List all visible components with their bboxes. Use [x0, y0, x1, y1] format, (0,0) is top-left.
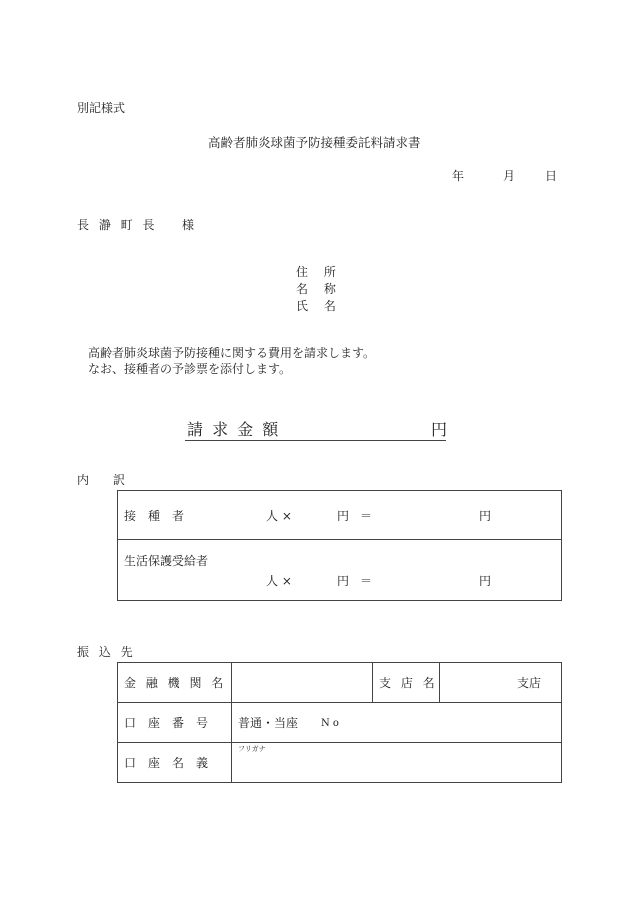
unit-price-field[interactable]: 円 [337, 574, 350, 588]
body-line-1: 高齢者肺炎球菌予防接種に関する費用を請求します。 [88, 346, 376, 360]
date-month: 月 [503, 169, 516, 183]
company-label: 名 称 [296, 282, 342, 296]
equals-sign: ＝ [360, 509, 373, 523]
persons-field[interactable]: 人 × [266, 509, 292, 523]
account-number-label: 口 座 番 号 [124, 716, 209, 730]
divider [231, 662, 232, 783]
divider [117, 742, 562, 743]
person-label: 氏 名 [296, 299, 342, 313]
row-label: 生活保護受給者 [124, 554, 209, 568]
total-field[interactable]: 円 [479, 574, 492, 588]
persons-field[interactable]: 人 × [266, 574, 292, 588]
body-line-2: なお、接種者の予診票を添付します。 [88, 362, 292, 376]
furigana-label: フリガナ [238, 745, 266, 753]
address-label: 住 所 [296, 265, 342, 279]
document-title: 高齢者肺炎球菌予防接種委託料請求書 [208, 135, 421, 150]
total-field[interactable]: 円 [479, 509, 492, 523]
unit-price-field[interactable]: 円 [337, 509, 350, 523]
breakdown-heading: 内 訳 [77, 473, 126, 487]
divider [372, 662, 373, 702]
account-name-label: 口 座 名 義 [124, 756, 209, 770]
form-label: 別記様式 [77, 101, 126, 115]
divider [117, 539, 562, 540]
equals-sign: ＝ [360, 574, 373, 588]
date-year: 年 [452, 169, 465, 183]
transfer-heading: 振 込 先 [77, 645, 136, 659]
addressee: 長 瀞 町 長 [77, 218, 158, 232]
bank-label: 金 融 機 関 名 [124, 676, 227, 690]
date-day: 日 [545, 169, 558, 183]
amount-unit: 円 [431, 420, 448, 439]
branch-suffix: 支店 [517, 676, 542, 690]
amount-label: 請 求 金 額 [187, 420, 281, 439]
account-type[interactable]: 普通・当座 [238, 716, 299, 730]
divider [439, 662, 440, 702]
row-label: 接 種 者 [124, 509, 185, 523]
number-prefix: N o [321, 718, 339, 729]
branch-label: 支 店 名 [379, 676, 438, 690]
honorific: 様 [182, 218, 195, 232]
divider [117, 702, 562, 703]
amount-underline [185, 440, 446, 441]
